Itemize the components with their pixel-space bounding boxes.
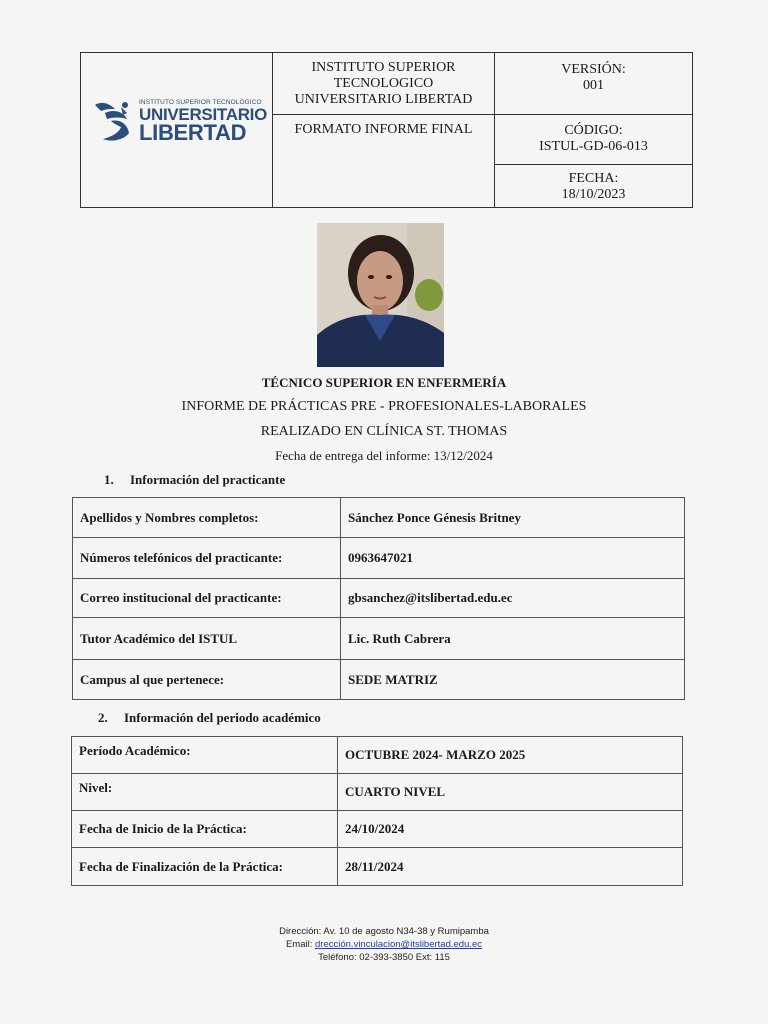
delivery-date: Fecha de entrega del informe: 13/12/2024 (275, 448, 493, 463)
row-label: Fecha de Inicio de la Práctica: (72, 811, 338, 848)
document-header-table (80, 52, 693, 208)
row-value: gbsanchez@itslibertad.edu.ec (341, 579, 685, 618)
section2-number: 2. (98, 710, 108, 725)
section1-heading (104, 472, 285, 488)
logo-line1: UNIVERSITARIO (139, 105, 268, 124)
student-info-table (72, 497, 685, 700)
section2-heading (98, 710, 321, 726)
code-label: CÓDIGO: (564, 123, 623, 138)
header-right-column (495, 53, 692, 207)
footer-email-link[interactable]: drección.vinculacion@itslibertad.edu.ec (315, 939, 483, 950)
student-photo (317, 223, 444, 367)
logo-line2: LIBERTAD (139, 120, 247, 145)
table-row (73, 618, 685, 660)
institution-logo (91, 95, 267, 147)
row-label: Fecha de Finalización de la Práctica: (72, 848, 338, 886)
code-cell (495, 115, 692, 165)
career-title: TÉCNICO SUPERIOR EN ENFERMERÍA (261, 375, 507, 390)
row-value: SEDE MATRIZ (341, 660, 685, 700)
logo-small-text: INSTITUTO SUPERIOR TECNOLÓGICO (139, 99, 262, 106)
format-name: FORMATO INFORME FINAL (294, 122, 473, 137)
page-footer (0, 925, 768, 964)
date-label: FECHA: (568, 171, 619, 186)
report-title: INFORME DE PRÁCTICAS PRE - PROFESIONALES-LABORALES (181, 399, 587, 414)
table-row (72, 811, 683, 848)
row-value: Lic. Ruth Cabrera (341, 618, 685, 660)
date-value: 18/10/2023 (561, 187, 626, 202)
row-label: Período Académico: (72, 737, 338, 774)
footer-address: Dirección: Av. 10 de agosto N34-38 y Rumipamba (279, 926, 489, 937)
row-label: Correo institucional del practicante: (73, 579, 341, 618)
footer-phone: Teléfono: 02-393-3850 Ext: 115 (318, 952, 450, 963)
institution-name: INSTITUTO SUPERIOR TECNOLOGICO UNIVERSITARIO LIBERTAD (273, 53, 494, 115)
row-label: Campus al que pertenece: (73, 660, 341, 700)
row-label: Nivel: (72, 774, 338, 811)
section1-number: 1. (104, 472, 114, 487)
date-cell (495, 165, 692, 203)
table-row (73, 579, 685, 618)
place-title: REALIZADO EN CLÍNICA ST. THOMAS (260, 424, 508, 439)
footer-email-label: Email: (285, 939, 316, 950)
table-row (72, 774, 683, 811)
version-value: 001 (583, 78, 604, 93)
logo-cell (81, 53, 273, 207)
table-row (73, 660, 685, 700)
table-row (73, 538, 685, 579)
table-row (73, 498, 685, 538)
row-value: 24/10/2024 (338, 811, 683, 848)
row-value: CUARTO NIVEL (338, 774, 683, 811)
footer-email-line (0, 938, 768, 951)
section1-title: Información del practicante (130, 472, 286, 487)
table-row (72, 737, 683, 774)
version-label: VERSIÓN: (561, 62, 626, 77)
row-label: Tutor Académico del ISTUL (73, 618, 341, 660)
row-value: OCTUBRE 2024- MARZO 2025 (338, 737, 683, 774)
row-value: Sánchez Ponce Génesis Britney (341, 498, 685, 538)
code-value: ISTUL-GD-06-013 (539, 139, 648, 154)
student-portrait-image (317, 223, 444, 367)
row-label: Apellidos y Nombres completos: (73, 498, 341, 538)
row-value: 28/11/2024 (338, 848, 683, 886)
header-middle-column (273, 53, 495, 207)
row-label: Números telefónicos del practicante: (73, 538, 341, 579)
logo-bird-icon (91, 97, 135, 147)
version-cell (495, 53, 692, 115)
academic-period-table (71, 736, 683, 886)
section2-title: Información del periodo académico (124, 710, 321, 725)
row-value: 0963647021 (341, 538, 685, 579)
table-row (72, 848, 683, 886)
